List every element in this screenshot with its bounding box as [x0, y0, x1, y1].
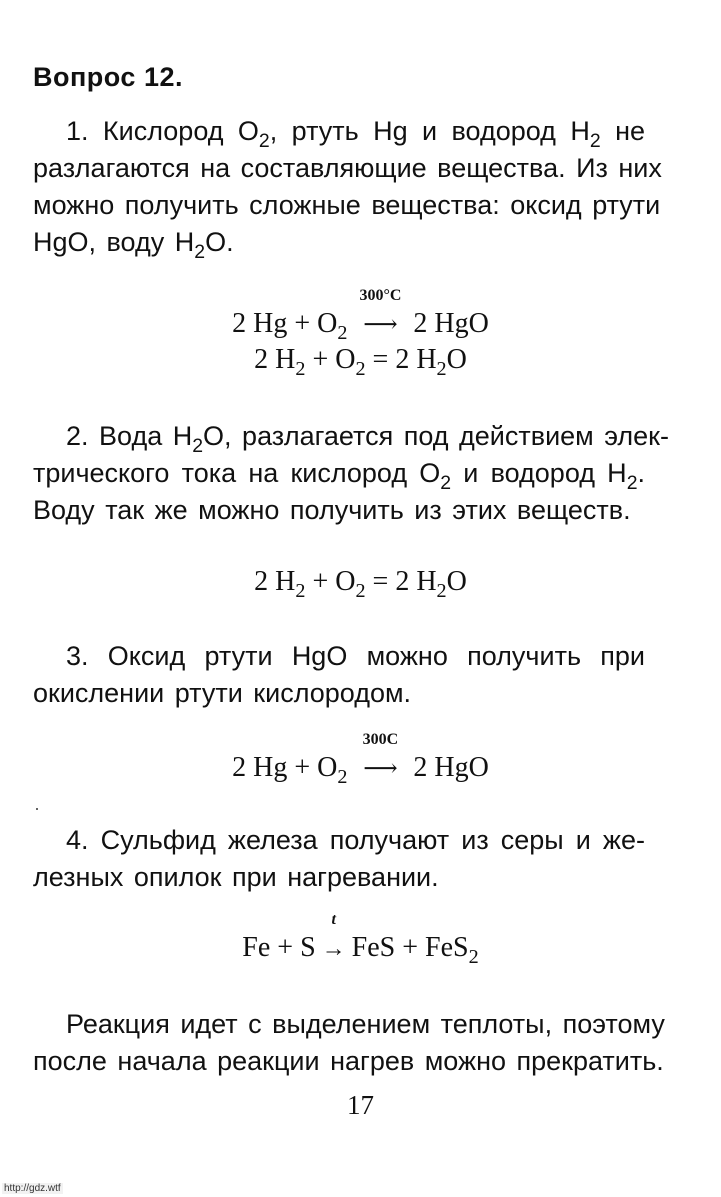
- paragraph-2-line-1: 2. Вода $H_2O$, разлагается под действием элек-: [66, 421, 669, 457]
- paragraph-4-line-1: 4. Сульфид железа получают из серы и же-: [66, 825, 645, 855]
- equation-3: 2 $H_2 + O_2 = 2$ $H_2O$: [254, 566, 467, 603]
- question-heading: Вопрос 12.: [33, 62, 183, 92]
- reaction-arrow: 300°C ⟶: [351, 308, 409, 340]
- reaction-condition: 300C: [362, 731, 399, 748]
- paragraph-3-line-1: 3. Оксид ртути HgO можно получить при: [66, 641, 645, 671]
- reaction-arrow: 300C ⟶: [351, 752, 409, 784]
- equation-1: 2 $Hg + O_2$ 300°C ⟶ 2 HgO: [232, 287, 489, 345]
- equation-2: 2 $H_2 + O_2 = 2$ $H_2O$: [254, 344, 467, 381]
- paragraph-5-line-1: Реакция идет с выделением теплоты, поэтому: [66, 1009, 665, 1039]
- paragraph-1: [33, 113, 662, 263]
- page-number: 17: [347, 1090, 374, 1120]
- reaction-condition: 300°C: [359, 287, 402, 304]
- reaction-arrow: t →: [321, 911, 346, 962]
- paragraph-3-line-2: окислении ртути кислородом.: [33, 678, 412, 708]
- watermark-link[interactable]: http://gdz.wtf: [4, 1183, 61, 1194]
- paragraph-2-line-3: Воду так же можно получить из этих веществ.: [33, 495, 631, 525]
- reaction-condition: t: [331, 911, 336, 928]
- paragraph-5: [33, 1006, 665, 1080]
- print-speck: [36, 808, 38, 810]
- paragraph-1-line-1: 1. Кислород $O_2$, ртуть Hg и водород $H_2$ не: [66, 116, 645, 152]
- paragraph-1-line-4: HgO, воду $H_2O$.: [33, 227, 234, 263]
- paragraph-4-line-2: лезных опилок при нагревании.: [33, 862, 439, 892]
- paragraph-1-line-2: разлагаются на составляющие вещества. Из них: [33, 153, 662, 183]
- paragraph-4: [33, 822, 645, 896]
- equation-5: Fe + S t → FeS + FeS$_2$: [242, 911, 479, 969]
- paragraph-2: [33, 418, 669, 529]
- paragraph-3: [33, 638, 645, 712]
- paragraph-1-line-3: можно получить сложные вещества: оксид ртути: [33, 190, 661, 220]
- paragraph-5-line-2: после начала реакции нагрев можно прекратить.: [33, 1046, 664, 1076]
- paragraph-2-line-2: трического тока на кислород $O_2$ и водород $H_2$.: [33, 458, 646, 494]
- equation-4: 2 $Hg + O_2$ 300C ⟶ 2 HgO: [232, 731, 489, 789]
